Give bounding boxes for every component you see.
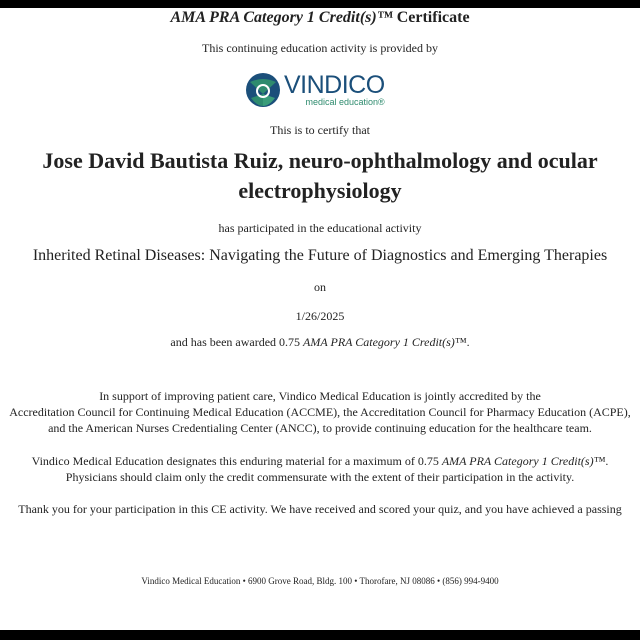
activity-title: Inherited Retinal Diseases: Navigating the Future of Diagnostics and Emerging Therapies (32, 247, 608, 264)
on-text: on (314, 280, 326, 294)
recipient-name-line2: electrophysiology (238, 178, 402, 203)
top-border (0, 0, 640, 8)
participated-text: has participated in the educational activity (218, 221, 422, 235)
recipient-name-line1: Jose David Bautista Ruiz, neuro-ophthalmology and ocular (42, 148, 598, 173)
designation-statement: Vindico Medical Education designates this enduring material for a maximum of 0.75 AMA PRA Category 1 Credit(s)™. (31, 454, 609, 468)
logo-subtitle: medical education® (305, 97, 385, 107)
credits-awarded: and has been awarded 0.75 AMA PRA Category 1 Credit(s)™. (170, 335, 470, 349)
activity-date: 1/26/2025 (295, 309, 345, 323)
accreditation-line: In support of improving patient care, Vindico Medical Education is jointly accredited by the (99, 389, 541, 403)
accreditation-line: Accreditation Council for Continuing Medical Education (ACCME), the Accreditation Council for Pharmacy Education (ACPE), (9, 405, 631, 419)
vindico-logo (245, 72, 385, 108)
certificate-title: AMA PRA Category 1 Credit(s)™ Certificate (170, 9, 470, 26)
designation-line2: Physicians should claim only the credit commensurate with the extent of their participation in the activity. (65, 470, 575, 484)
logo-name: VINDICO (284, 71, 385, 99)
certify-text: This is to certify that (270, 123, 370, 137)
footer-address: Vindico Medical Education • 6900 Grove Road, Bldg. 100 • Thorofare, NJ 08086 • (856) 994-9400 (141, 576, 499, 586)
vindico-logo-icon (245, 72, 281, 108)
provided-by-text: This continuing education activity is provided by (202, 41, 438, 55)
thank-you-text: Thank you for your participation in this CE activity. We have received and scored your quiz, and you have achieved a passing (18, 502, 622, 516)
accreditation-line: and the American Nurses Credentialing Center (ANCC), to provide continuing education for the healthcare team. (48, 421, 592, 435)
bottom-border (0, 630, 640, 640)
